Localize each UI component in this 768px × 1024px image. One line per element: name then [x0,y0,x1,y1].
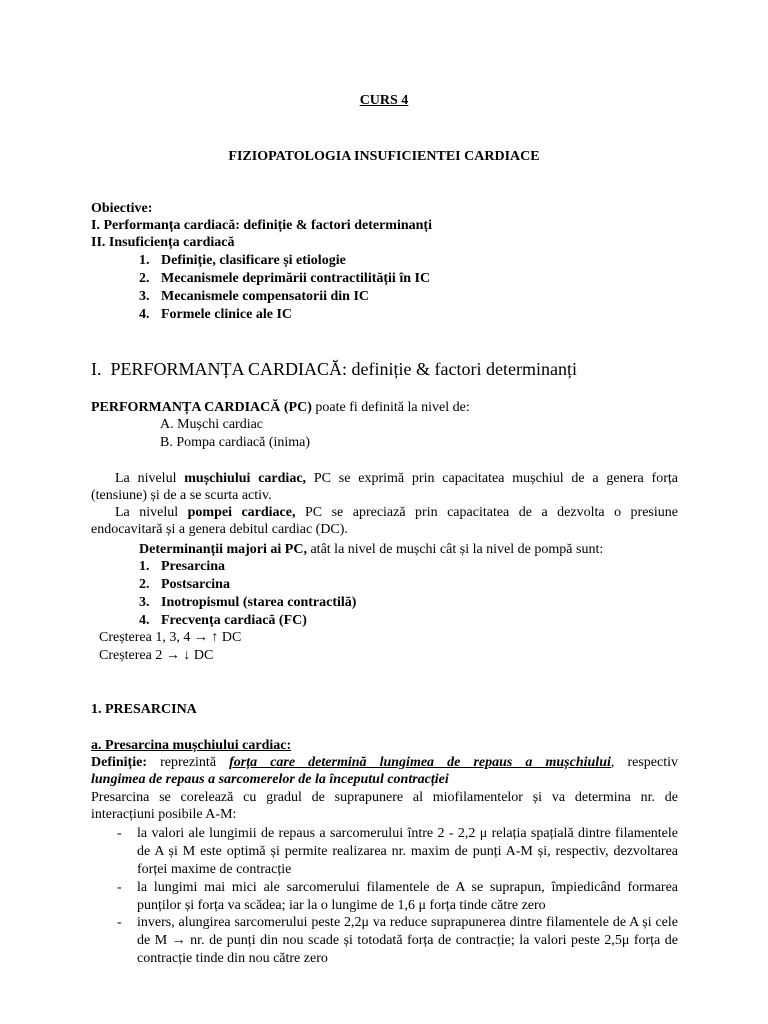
bullet-dash: - [117,915,122,930]
course-number: CURS 4 [359,93,409,108]
bullet-dash: - [117,826,122,841]
presarcina-correlation-cont: interacțiuni posibile A-M: [91,807,237,822]
objective-subitem: 2. Mecanismele deprimării contractilității în IC [139,271,431,286]
objective-subitem: 1. Definiție, clasificare și etiologie [139,253,346,268]
pc-definition: PERFORMANȚA CARDIACĂ (PC) poate fi definită la nivel de: [91,400,470,415]
objective-item: I. Performanța cardiacă: definiție & factori determinanți [91,218,432,233]
paragraph-pump-cont: endocavitară și a genera debitul cardiac (DC). [91,522,348,537]
paragraph-muscle: La nivelul mușchiului cardiac, PC se exprimă prin capacitatea mușchiul de a genera forța [115,471,678,486]
presarcina-correlation: Presarcina se corelează cu gradul de suprapunere al miofilamentelor și va determina nr. de [91,790,678,805]
growth-effect: Creșterea 1, 3, 4 → ↑ DC [99,630,242,645]
presarcina-heading: 1. PRESARCINA [91,702,197,717]
determinant-item: 1. Presarcina [139,559,226,574]
bullet-text: invers, alungirea sarcomerului peste 2,2μ va reduce suprapunerea dintre filamentele de A și cele de M → nr. de punți din nou scade și totodată forța de contracție; la valori peste 2,5μ forța de contracție tinde din nou către zero [137,915,678,966]
document-title: FIZIOPATOLOGIA INSUFICIENTEI CARDIACE [228,149,540,164]
presarcina-definition: Definiție: reprezintă forța care determină lungimea de repaus a mușchiului, respectiv [91,755,679,770]
determinants-intro: Determinanții majori ai PC, atât la nivel de mușchi cât și la nivel de pompă sunt: [139,542,604,557]
pc-level: B. Pompa cardiacă (inima) [160,435,311,450]
section-heading: I. PERFORMANȚA CARDIACĂ: definiție & factori determinanți [91,359,577,379]
paragraph-pump: La nivelul pompei cardiace, PC se apreciază prin capacitatea de a dezvolta o presiune [115,505,678,520]
bullet-text: la lungimi mai mici ale sarcomerului filamentele de A se suprapun, împiedicând formarea punților și forța va scădea; iar la o lungime de 1,6 μ forța tinde către zero [137,880,678,913]
determinant-item: 3. Inotropismul (starea contractilă) [139,595,357,610]
growth-effect: Creșterea 2 → ↓ DC [99,648,214,663]
determinant-item: 4. Frecvența cardiacă (FC) [139,613,307,628]
objectives-heading: Obiective: [91,201,153,216]
pc-level: A. Mușchi cardiac [160,417,264,432]
bullet-text: la valori ale lungimii de repaus a sarcomerului între 2 - 2,2 μ relația spațială dintre filamentele de A și M este optimă și permite realizarea nr. maxim de punți A-M și, respectiv, dezvoltarea forței maxime de contracție [137,826,678,877]
bullet-dash: - [117,880,122,895]
objective-subitem: 3. Mecanismele compensatorii din IC [139,289,370,304]
presarcina-definition-cont: lungimea de repaus a sarcomerelor de la începutul contracției [91,772,449,787]
objective-subitem: 4. Formele clinice ale IC [139,307,293,322]
presarcina-subheading: a. Presarcina mușchiului cardiac: [91,738,292,753]
determinant-item: 2. Postsarcina [139,577,230,592]
paragraph-muscle-cont: (tensiune) și de a se scurta activ. [91,488,272,503]
objective-item: II. Insuficiența cardiacă [91,235,235,250]
